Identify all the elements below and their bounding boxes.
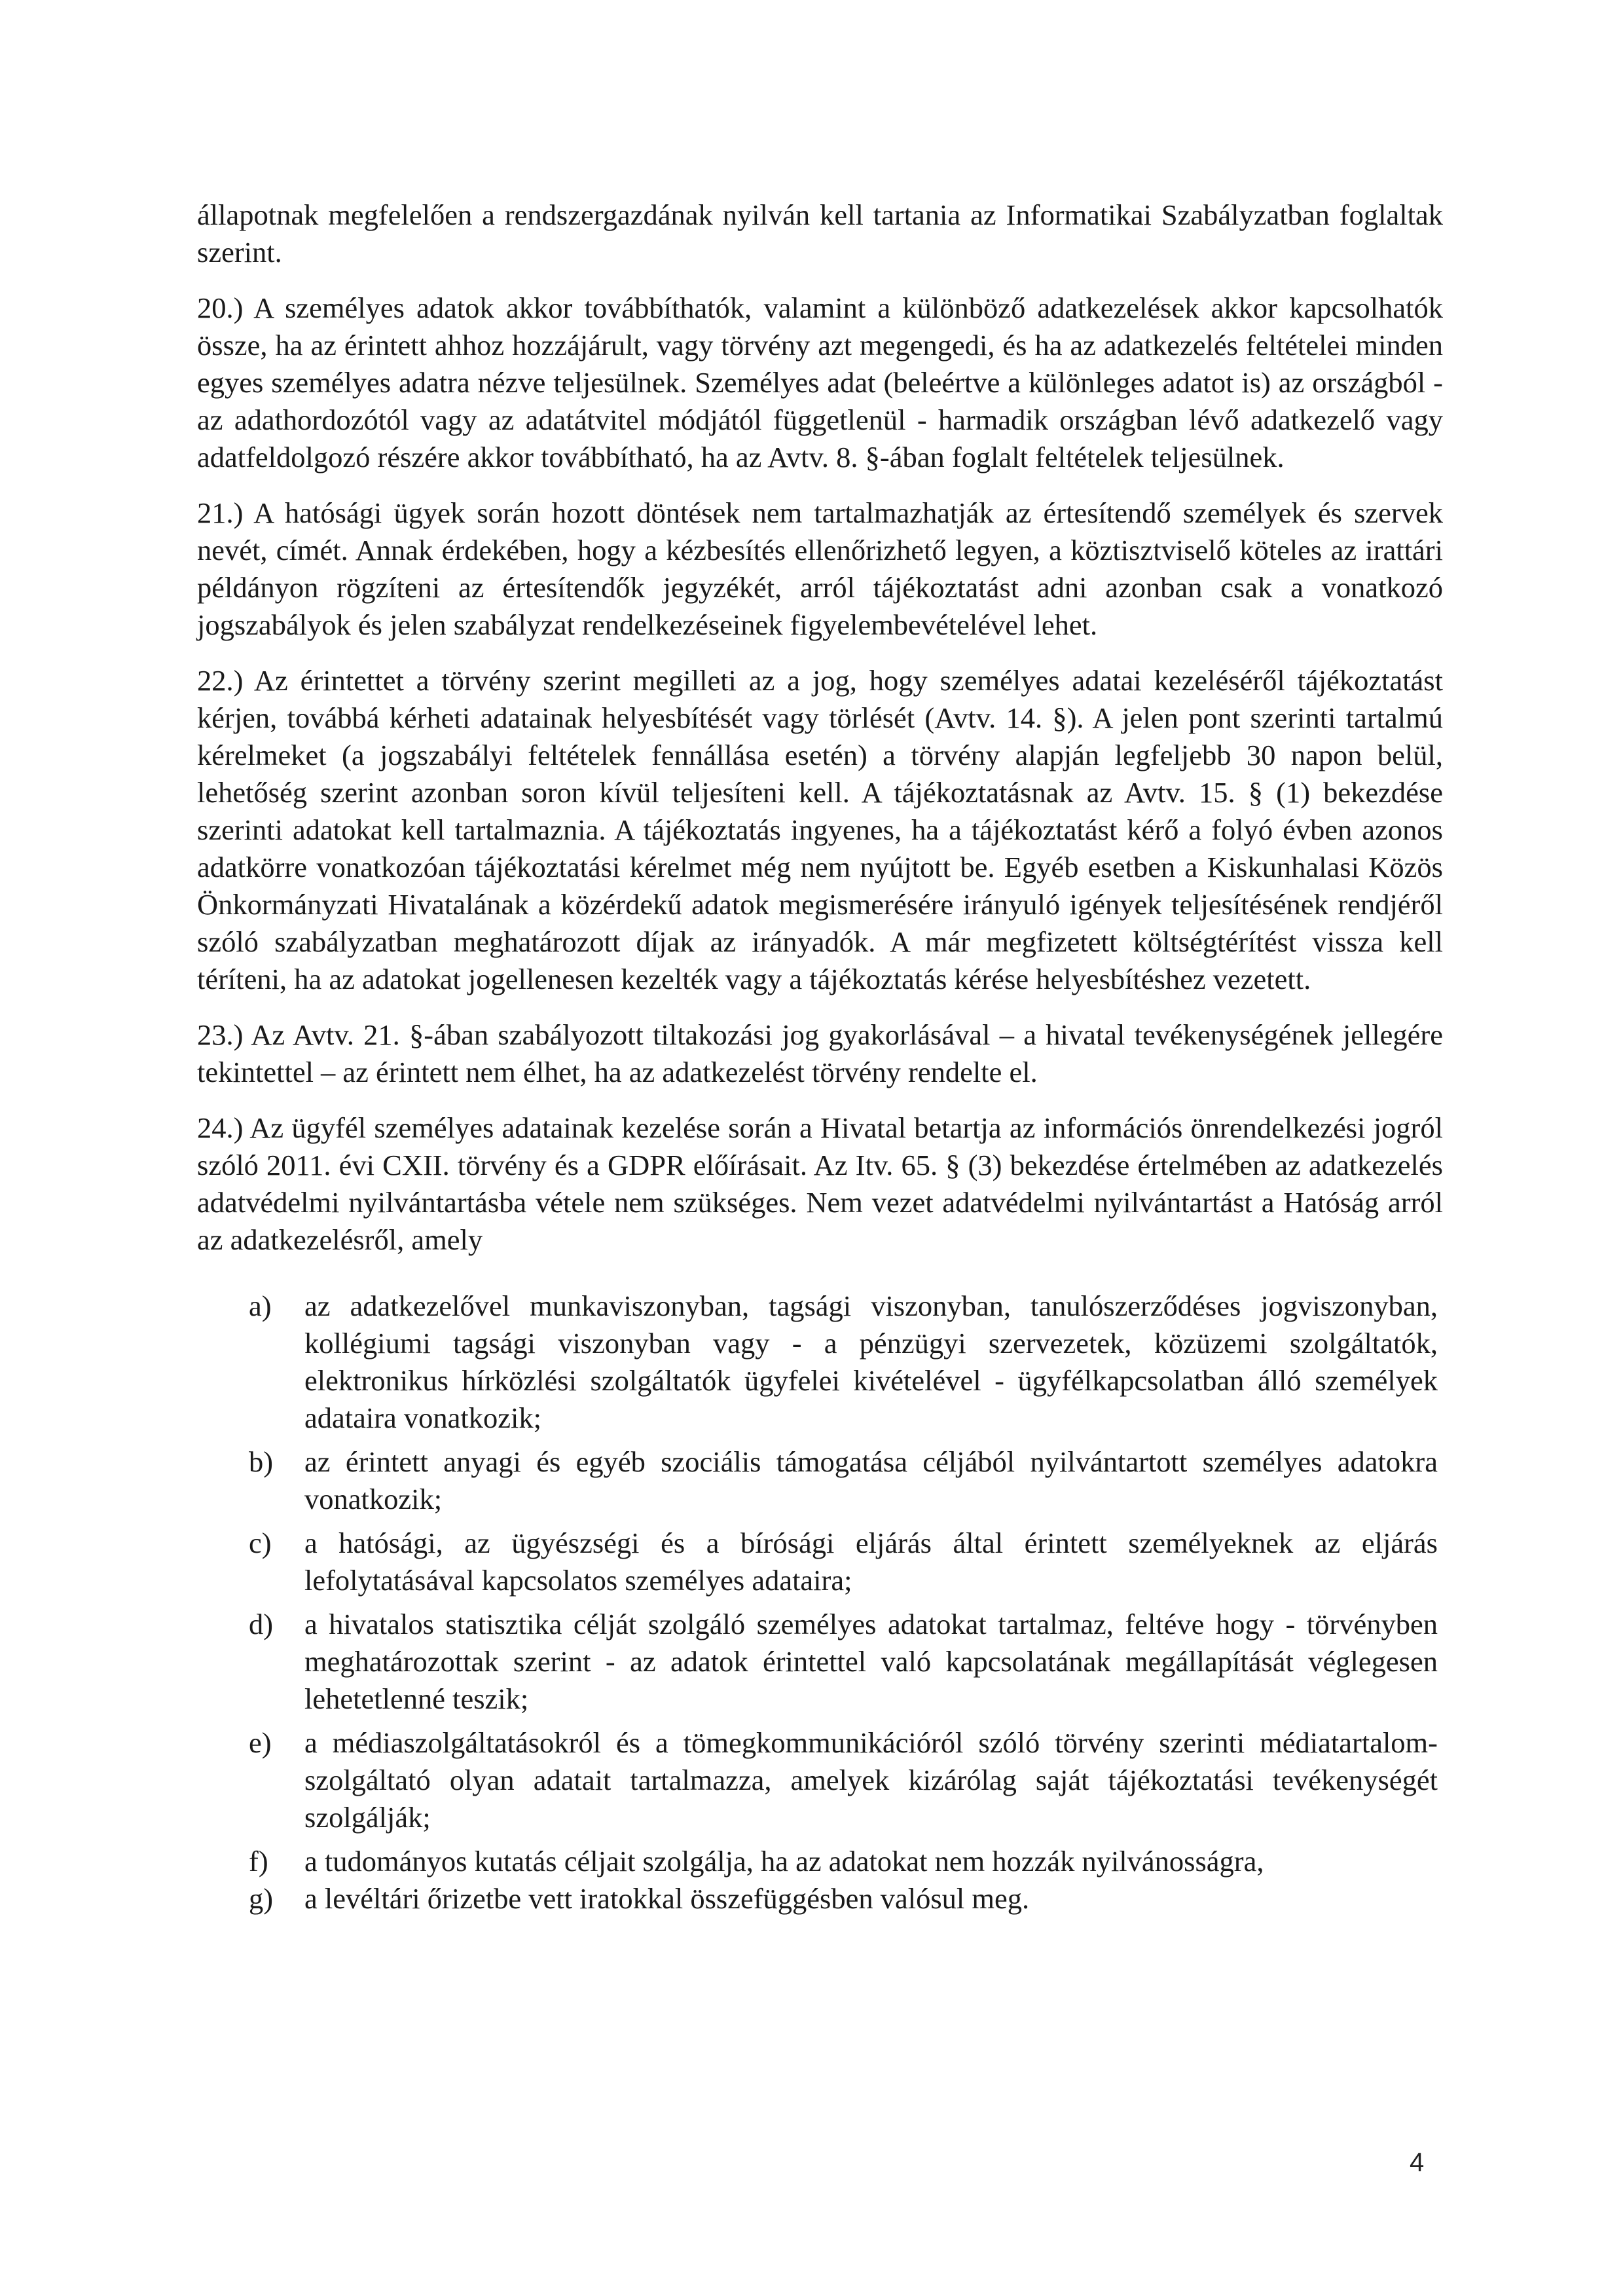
list-item-d [197, 1606, 1438, 1718]
list-marker: c) [249, 1527, 272, 1559]
exceptions-list [197, 1287, 1443, 1917]
list-item-c [197, 1525, 1438, 1599]
paragraph-20: 20.) A személyes adatok akkor továbbíthatók, valamint a különböző adatkezelések akkor kapcsolhatók össze, ha az érintett ahhoz hozzájárult, vagy törvény azt megengedi, és ha az adatkezelés feltételei minden egyes személyes adatra nézve teljesülnek. Személyes adat (beleértve a különleges adatot is) az országból - az adathordozótól vagy az adatátvitel módjától függetlenül - harmadik országban lévő adatkezelő vagy adatfeldolgozó részére akkor továbbítható, ha az Avtv. 8. §-ában foglalt feltételek teljesülnek. [197, 291, 1443, 473]
paragraph-24: 24.) Az ügyfél személyes adatainak kezelése során a Hivatal betartja az információs önrendelkezési jogról szóló 2011. évi CXII. törvény és a GDPR előírásait. Az Itv. 65. § (3) bekezdése értelmében az adatkezelés adatvédelmi nyilvántartásba vétele nem szükséges. Nem vezet adatvédelmi nyilvántartást a Hatóság arról az adatkezelésről, amely [197, 1111, 1443, 1256]
list-marker: e) [249, 1726, 272, 1759]
list-item-text: a hatósági, az ügyészségi és a bírósági eljárás által érintett személyeknek az eljárás lefolytatásával kapcsolatos személyes adataira; [304, 1527, 1438, 1597]
list-marker: g) [249, 1882, 274, 1915]
list-item-text: a médiaszolgáltatásokról és a tömegkommunikációról szóló törvény szerinti médiatartalom-szolgáltató olyan adatait tartalmazza, amelyek kizárólag saját tájékoztatási tevékenységét szolgálják; [304, 1726, 1438, 1834]
list-item-text: az érintett anyagi és egyéb szociális támogatása céljából nyilvántartott személyes adatokra vonatkozik; [304, 1445, 1438, 1515]
list-marker: a) [249, 1289, 272, 1322]
list-marker: b) [249, 1445, 274, 1478]
paragraph-continuation: állapotnak megfelelően a rendszergazdának nyilván kell tartania az Informatikai Szabályzatban foglaltak szerint. [197, 198, 1443, 268]
paragraph-22: 22.) Az érintettet a törvény szerint megilleti az a jog, hogy személyes adatai kezeléséről tájékoztatást kérjen, továbbá kérheti adatainak helyesbítését vagy törlését (Avtv. 14. §). A jelen pont szerinti tartalmú kérelmeket (a jogszabályi feltételek fennállása esetén) a törvény alapján legfeljebb 30 napon belül, lehetőség szerint azonban soron kívül teljesíteni kell. A tájékoztatásnak az Avtv. 15. § (1) bekezdése szerinti adatokat kell tartalmaznia. A tájékoztatás ingyenes, ha a tájékoztatást kérő a folyó évben azonos adatkörre vonatkozóan tájékoztatási kérelmet még nem nyújtott be. Egyéb esetben a Kiskunhalasi Közös Önkormányzati Hivatalának a közérdekű adatok megismerésére irányuló igények teljesítésének rendjéről szóló szabályzatban meghatározott díjak az irányadók. A már megfizetett költségtérítést vissza kell téríteni, ha az adatokat jogellenesen kezelték vagy a tájékoztatás kérése helyesbítéshez vezetett. [197, 664, 1443, 995]
list-item-a [197, 1287, 1438, 1437]
page-number: 4 [1410, 2148, 1425, 2177]
list-item-f [197, 1843, 1438, 1880]
list-item-b [197, 1443, 1438, 1518]
list-marker: f) [249, 1845, 268, 1878]
document-page [197, 196, 1443, 1917]
list-item-g [197, 1880, 1438, 1917]
list-item-e [197, 1724, 1438, 1836]
list-item-text: a tudományos kutatás céljait szolgálja, ha az adatokat nem hozzák nyilvánosságra, [304, 1845, 1264, 1878]
list-item-text: a hivatalos statisztika célját szolgáló személyes adatokat tartalmaz, feltéve hogy - törvényben meghatározottak szerint - az adatok érintettel való kapcsolatának megállapítását véglegesen lehetetlenné teszik; [304, 1608, 1438, 1715]
paragraph-21: 21.) A hatósági ügyek során hozott döntések nem tartalmazhatják az értesítendő személyek és szervek nevét, címét. Annak érdekében, hogy a kézbesítés ellenőrizhető legyen, a köztisztviselő köteles az irattári példányon rögzíteni az értesítendők jegyzékét, arról tájékoztatást adni azonban csak a vonatkozó jogszabályok és jelen szabályzat rendelkezéseinek figyelembevételével lehet. [197, 496, 1443, 641]
list-marker: d) [249, 1608, 274, 1640]
list-item-text: a levéltári őrizetbe vett iratokkal összefüggésben valósul meg. [304, 1882, 1030, 1915]
list-item-text: az adatkezelővel munkaviszonyban, tagsági viszonyban, tanulószerződéses jogviszonyban, kollégiumi tagsági viszonyban vagy - a pénzügyi szervezetek, közüzemi szolgáltatók, elektronikus hírközlési szolgáltatók ügyfelei kivételével - ügyfélkapcsolatban álló személyek adataira vonatkozik; [304, 1289, 1438, 1434]
paragraph-23: 23.) Az Avtv. 21. §-ában szabályozott tiltakozási jog gyakorlásával – a hivatal tevékenységének jellegére tekintettel – az érintett nem élhet, ha az adatkezelést törvény rendelte el. [197, 1018, 1443, 1088]
